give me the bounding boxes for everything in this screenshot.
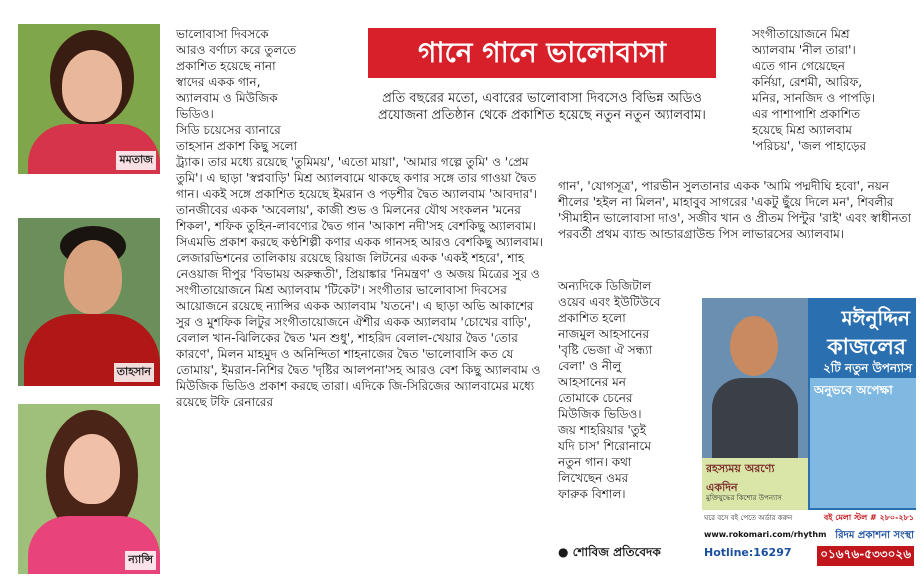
photo-caption: তাহসান: [114, 363, 154, 382]
face-shape: [730, 316, 778, 376]
ad-book1-subtitle: মুক্তিযুদ্ধের কিশোর উপন্যাস: [706, 494, 782, 502]
ad-stall: বই মেলা স্টল # ২৮০-২৮১: [823, 513, 914, 522]
article-text-left-top: ভালোবাসা দিবসকে আরও বর্ণাঢ্য করে তুলতে প্রকাশিত হয়েছে নানা স্বাদের একক গান, অ্যালবাম ও মিউজিক ভিডিও। সিডি চয়েসের ব্যানারে তাহসান প্রকাশ কিছু সলো: [176, 27, 298, 153]
ad-hotline: Hotline:16297: [704, 546, 792, 559]
ad-author-line2: কাজলের: [827, 335, 906, 360]
photo-caption: ন্যান্সি: [125, 551, 156, 570]
ad-publisher: রিদম প্রকাশনা সংস্থা: [835, 530, 914, 541]
article-text-mid-body: গান', 'যোগসূত্র', পারভীন সুলতানার একক 'আমি পদ্মদীঘি হবো', নয়ন শীলের 'হইল না মিলন', মাহাবুব সাগরের 'একটু ছুঁয়ে দিলে মন', শিবলীর 'সীমাহীন ভালোবাসা দাও', সজীব খান ও প্রীতম পিন্টুর 'রাই' এবং স্বাধীনতা পরবর্তী প্রথম ব্যান্ড আন্ডারগ্রাউন্ড পিস লাভারসের অ্যালবাম।: [558, 179, 912, 241]
headline: গানে গানে ভালোবাসা: [368, 28, 716, 78]
outfit-shape: [712, 378, 798, 458]
ad-author-line1: মঈনুদ্দিন: [841, 306, 910, 330]
face-shape: [62, 50, 122, 122]
ad-url: www.rokomari.com/rhythm: [704, 530, 827, 539]
byline: [558, 544, 661, 564]
ad-footer: [702, 510, 916, 574]
article-text-mid-narrow: অন্যদিকে ডিজিটাল ওয়েব এবং ইউটিউবে প্রকাশিত হলো নাজমুল আহসানের 'বৃষ্টি ভেজা ঐ সন্ধ্যা বেলা' ও নীলু আহসানের মন তোমাকে চেনের মিউজিক ভিডিও। জয় শাহরিয়ার 'তুই যদি চাস' শিরোনামে নতুন গান। কথা লিখেছেন ওমর ফারুক বিশাল।: [558, 279, 661, 501]
ad-book1-cover: [702, 458, 808, 510]
ad-subtitle: ২টি নতুন উপন্যাস: [822, 361, 912, 375]
byline-text: শোবিজ প্রতিবেদক: [572, 545, 661, 559]
photo-momtaz: [18, 24, 160, 174]
ad-order-note: ঘরে বসে বই পেতে অর্ডার করুন: [704, 514, 793, 522]
ad-author-portrait: [702, 298, 808, 458]
intro-text: প্রতি বছরের মতো, এবারের ভালোবাসা দিবসেও বিভিন্ন অডিও প্রযোজনা প্রতিষ্ঠান থেকে প্রকাশিত হয়েছে নতুন নতুন অ্যালবাম।: [378, 91, 706, 123]
photo-nancy: [18, 404, 160, 574]
photo-caption: মমতাজ: [116, 151, 156, 170]
ad-book2-cover: [810, 378, 916, 508]
ad-book1-title: রহস্যময় অরণ্যে একদিন: [706, 462, 775, 494]
ad-phone: ০১৬৭৬-৫৩৩০২৬: [817, 546, 914, 566]
article-text-left-body: ট্র্যাক। তার মধ্যে রয়েছে 'তুমিময়', 'এতো মায়া', 'আমার গল্পে তুমি' ও 'প্রেম তুমি'। এ ছাড়া 'স্বপ্নবাড়ি' মিশ্র অ্যালবামে থাকছে কণার সঙ্গে তার গাওয়া দ্বৈত গান। একই সঙ্গে প্রকাশিত হয়েছে ইমরান ও পড়শীর দ্বৈত অ্যালবাম 'আবদার'। তানজীবের একক 'অবেলায়', কাজী শুভ ও মিলনের যৌথ সংকলন 'মনের শিকল', শফিক তুহিন-লাবণ্যের দ্বৈত গান 'আকাশ নদী'সহ বেশকিছু অ্যালবাম। সিএমভি প্রকাশ করছে কণ্ঠশিল্পী কণার একক গানসহ আরও বেশকিছু অ্যালবাম। লেজারভিশনের তালিকায় রয়েছে রিয়াজ লিটনের একক 'একই শহরে', শাহ নেওয়াজ দীপুর 'বিভাময় অরুন্ধতী', প্রিয়াঙ্কার 'নিমন্ত্রণ' ও অজয় মিত্রের সুর ও সংগীতায়োজনে মিশ্র অ্যালবাম 'টিকেট'। সংগীতার ভালোবাসা দিবসের আয়োজনে রয়েছে ন্যান্সির একক অ্যালবাম 'যতনে'। এ ছাড়া অভি আকাশের সুর ও মুশফিক লিটুর সংগীতায়োজনে ঐশীর একক অ্যালবাম 'চোখের বাড়ি', বেলাল খান-ঝিলিকের দ্বৈত 'মন শুধু', শাহরিদ বেলাল-খেয়ার দ্বৈত 'তোর কারণে', মিলন মাহমুদ ও অনিন্দিতা শাহনাজের দ্বৈত 'ভালোবাসি কত যে তোমায়', ইমরান-নিশির দ্বৈত 'দৃষ্টির আলপনা'সহ আরও বেশ কিছু অ্যালবাম ও মিউজিক ভিডিও প্রকাশ করছে তারা। এদিকে জি-সিরিজের অ্যালবামের মধ্যে রয়েছে টফি রেনারের: [176, 155, 544, 409]
book-advertisement: [702, 298, 916, 574]
face-shape: [64, 240, 122, 314]
article-text-right-top: সংগীতায়োজনে মিশ্র অ্যালবাম 'নীল তারা'। এতে গান গেয়েছেন কর্নিয়া, রেশমী, আরিফ, মনির, সানজিদ ও পাপড়ি। এর পাশাপাশি প্রকাশিত হয়েছে মিশ্র অ্যালবাম 'পরিচয়', 'জল পাহাড়ের: [752, 27, 876, 153]
bullet-icon: ●: [558, 545, 569, 559]
face-shape: [64, 434, 120, 504]
photo-tahsan: [18, 218, 160, 386]
ad-book2-title: অনুভবে অপেক্ষা: [814, 383, 893, 397]
